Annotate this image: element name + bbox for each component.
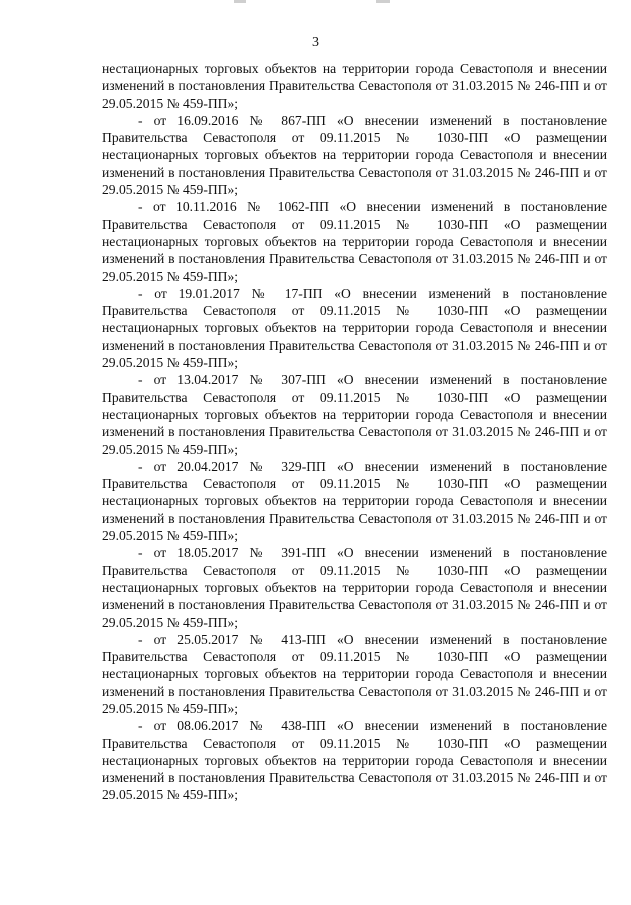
list-item-amendment: - от 16.09.2016 № 867-ПП «О внесении изменений в постановление Правительства Севастополя от 09.11.2015 № 1030-ПП «О размещении нестационарных торговых объектов на территории города Севастополя и внесении изменений в постановления Правительства Севастополя от 31.03.2015 № 246-ПП и от 29.05.2015 № 459-ПП»; <box>102 112 607 198</box>
list-item-amendment: - от 20.04.2017 № 329-ПП «О внесении изменений в постановление Правительства Севастополя от 09.11.2015 № 1030-ПП «О размещении нестационарных торговых объектов на территории города Севастополя и внесении изменений в постановления Правительства Севастополя от 31.03.2015 № 246-ПП и от 29.05.2015 № 459-ПП»; <box>102 458 607 544</box>
paragraph-continuation: нестационарных торговых объектов на территории города Севастополя и внесении изменений в постановления Правительства Севастополя от 31.03.2015 № 246-ПП и от 29.05.2015 № 459-ПП»; <box>102 61 607 111</box>
list-item-amendment: - от 25.05.2017 № 413-ПП «О внесении изменений в постановление Правительства Севастополя от 09.11.2015 № 1030-ПП «О размещении нестационарных торговых объектов на территории города Севастополя и внесении изменений в постановления Правительства Севастополя от 31.03.2015 № 246-ПП и от 29.05.2015 № 459-ПП»; <box>102 631 607 716</box>
page-number: 3 <box>312 35 319 50</box>
list-item-amendment: - от 19.01.2017 № 17-ПП «О внесении изменений в постановление Правительства Севастополя от 09.11.2015 № 1030-ПП «О размещении нестационарных торговых объектов на территории города Севастополя и внесении изменений в постановления Правительства Севастополя от 31.03.2015 № 246-ПП и от 29.05.2015 № 459-ПП»; <box>102 285 607 371</box>
list-item-amendment: - от 13.04.2017 № 307-ПП «О внесении изменений в постановление Правительства Севастополя от 09.11.2015 № 1030-ПП «О размещении нестационарных торговых объектов на территории города Севастополя и внесении изменений в постановления Правительства Севастополя от 31.03.2015 № 246-ПП и от 29.05.2015 № 459-ПП»; <box>102 372 607 457</box>
list-item-amendment: - от 08.06.2017 № 438-ПП «О внесении изменений в постановление Правительства Севастополя от 09.11.2015 № 1030-ПП «О размещении нестационарных торговых объектов на территории города Севастополя и внесении изменений в постановления Правительства Севастополя от 31.03.2015 № 246-ПП и от 29.05.2015 № 459-ПП»; <box>102 718 607 803</box>
scan-artifact <box>234 0 246 3</box>
list-item-amendment: - от 18.05.2017 № 391-ПП «О внесении изменений в постановление Правительства Севастополя от 09.11.2015 № 1030-ПП «О размещении нестационарных торговых объектов на территории города Севастополя и внесении изменений в постановления Правительства Севастополя от 31.03.2015 № 246-ПП и от 29.05.2015 № 459-ПП»; <box>102 545 607 630</box>
scan-artifact <box>376 0 390 3</box>
list-item-amendment: - от 10.11.2016 № 1062-ПП «О внесении изменений в постановление Правительства Севастополя от 09.11.2015 № 1030-ПП «О размещении нестационарных торговых объектов на территории города Севастополя и внесении изменений в постановления Правительства Севастополя от 31.03.2015 № 246-ПП и от 29.05.2015 № 459-ПП»; <box>102 199 607 284</box>
document-body <box>102 60 607 804</box>
